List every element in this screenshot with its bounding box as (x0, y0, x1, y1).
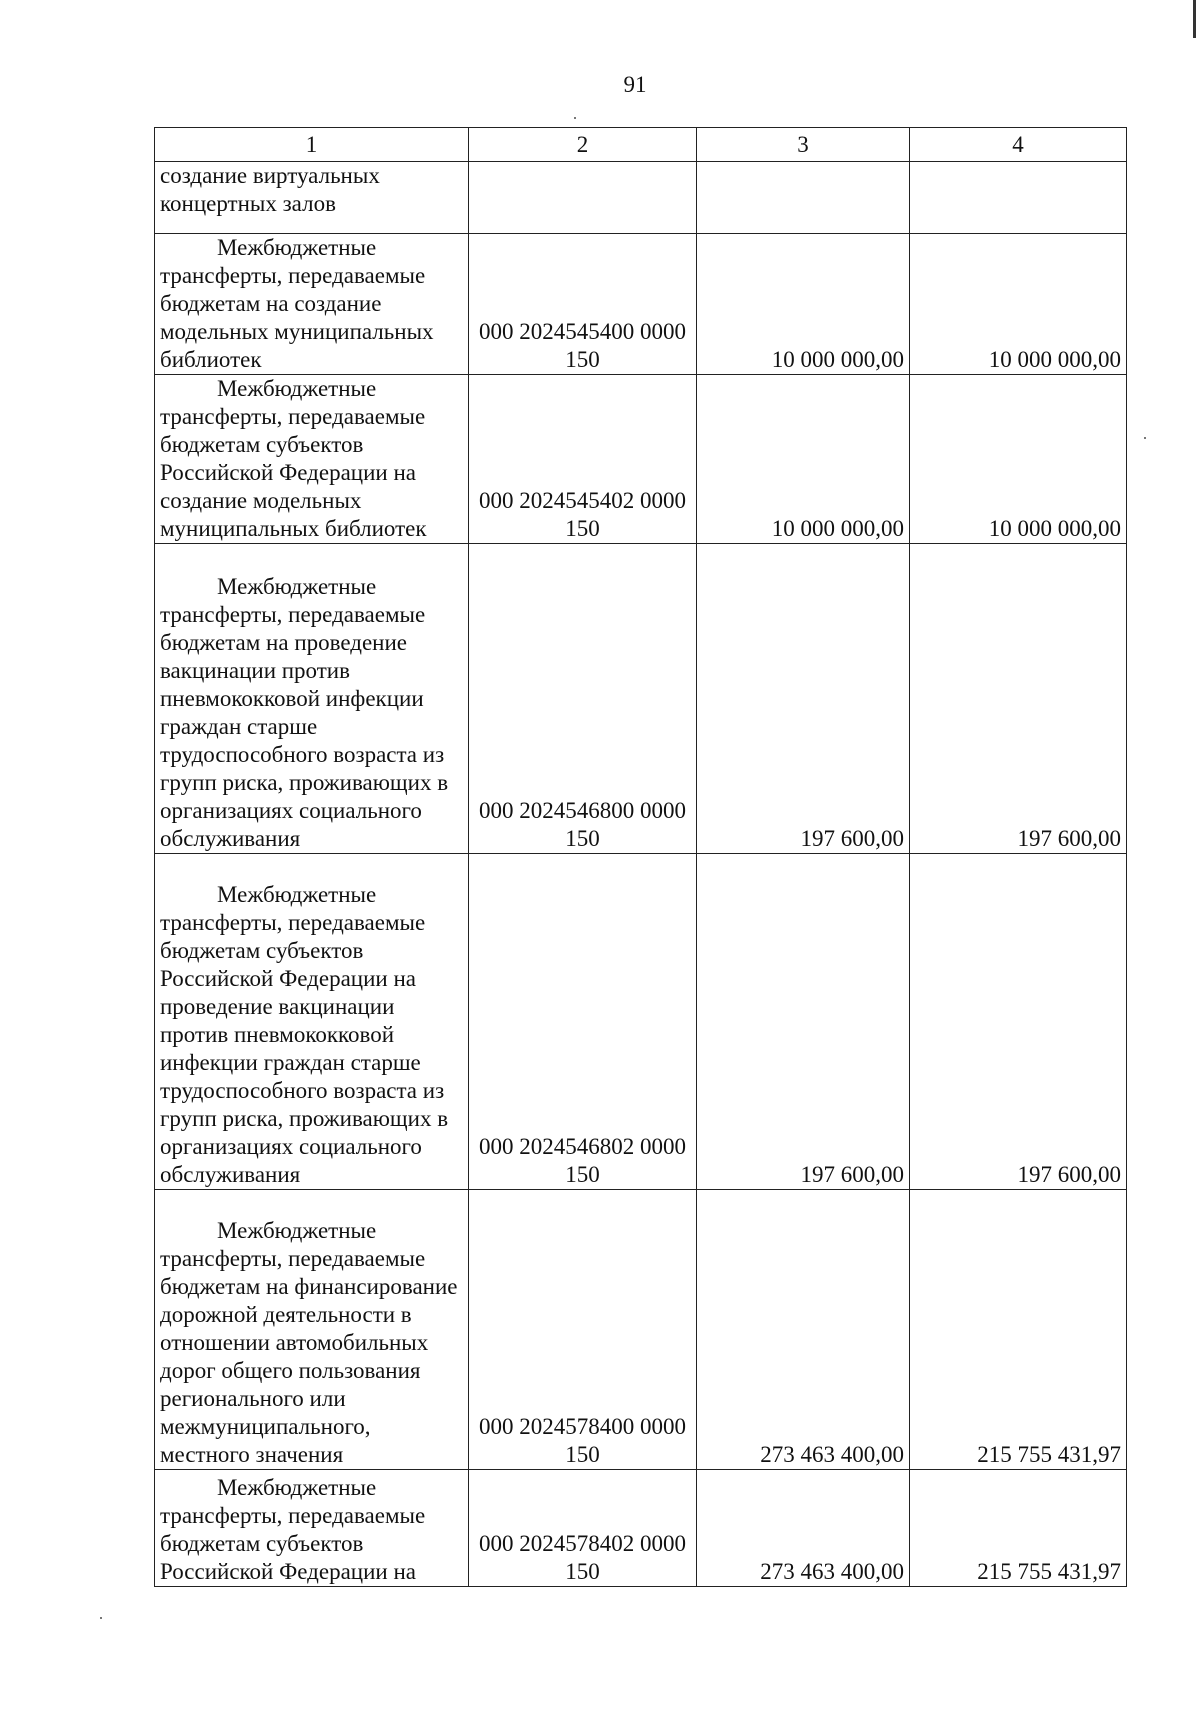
row-amount-col3: 273 463 400,00 (697, 1470, 910, 1587)
scan-edge-mark (1193, 0, 1196, 38)
row-description-text: трансферты, передаваемые бюджетам субъектов Российской Федерации на (160, 1503, 426, 1584)
row-amount-col3: 197 600,00 (697, 544, 910, 854)
row-description-text: трансферты, передаваемые бюджетам субъектов Российской Федерации на проведение вакцинации против пневмококковой инфекции граждан старше трудоспособного возраста из групп риска, проживающих в организациях социального обслуживания (160, 910, 449, 1187)
table-row (155, 1470, 1127, 1587)
table-row (155, 162, 1127, 234)
row-description (155, 234, 469, 375)
row-amount-col3: 197 600,00 (697, 854, 910, 1190)
row-description (155, 375, 469, 544)
row-code: 000 2024578400 0000 150 (469, 1190, 697, 1470)
table-row (155, 1190, 1127, 1470)
row-amount-col3: 10 000 000,00 (697, 375, 910, 544)
row-amount-col4: 215 755 431,97 (910, 1190, 1127, 1470)
page-number: 91 (623, 72, 647, 97)
table-row (155, 854, 1127, 1190)
row-description-lead: Межбюджетные (217, 1218, 377, 1243)
column-header: 2 (469, 128, 697, 162)
scan-speck (574, 117, 576, 119)
row-code: 000 2024546802 0000 150 (469, 854, 697, 1190)
row-description-text: трансферты, передаваемые бюджетам на создание модельных муниципальных библиотек (160, 263, 434, 372)
row-description-text: трансферты, передаваемые бюджетам субъектов Российской Федерации на создание модельных муниципальных библиотек (160, 404, 427, 541)
scan-speck (1144, 437, 1146, 439)
row-amount-col3: 10 000 000,00 (697, 234, 910, 375)
row-description-lead: Межбюджетные (217, 882, 377, 907)
row-description (155, 854, 469, 1190)
budget-table (154, 127, 1127, 1587)
row-amount-col4: 10 000 000,00 (910, 375, 1127, 544)
row-amount-col4: 10 000 000,00 (910, 234, 1127, 375)
row-description (155, 1470, 469, 1587)
row-description-text: трансферты, передаваемые бюджетам на финансирование дорожной деятельности в отношении автомобильных дорог общего пользования регионального или межмуниципального, местного значения (160, 1246, 458, 1467)
column-header: 3 (697, 128, 910, 162)
row-code (469, 162, 697, 234)
column-header: 4 (910, 128, 1127, 162)
row-amount-col4: 215 755 431,97 (910, 1470, 1127, 1587)
row-amount-col3: 273 463 400,00 (697, 1190, 910, 1470)
table-row (155, 234, 1127, 375)
column-header: 1 (155, 128, 469, 162)
row-code: 000 2024545400 0000 150 (469, 234, 697, 375)
row-description (155, 1190, 469, 1470)
row-amount-col3 (697, 162, 910, 234)
row-description-lead: Межбюджетные (217, 235, 377, 260)
row-code: 000 2024546800 0000 150 (469, 544, 697, 854)
row-code: 000 2024545402 0000 150 (469, 375, 697, 544)
row-amount-col4: 197 600,00 (910, 544, 1127, 854)
row-description-text: трансферты, передаваемые бюджетам на проведение вакцинации против пневмококковой инфекции граждан старше трудоспособного возраста из групп риска, проживающих в организациях социального обслуживания (160, 602, 449, 851)
row-description: создание виртуальных концертных залов (155, 162, 469, 234)
table-header-row (155, 128, 1127, 162)
row-description-lead: Межбюджетные (217, 376, 377, 401)
row-amount-col4 (910, 162, 1127, 234)
row-description-lead: Межбюджетные (217, 574, 377, 599)
table-row (155, 375, 1127, 544)
row-code: 000 2024578402 0000 150 (469, 1470, 697, 1587)
row-description (155, 544, 469, 854)
scan-speck (100, 1617, 102, 1619)
table-row (155, 544, 1127, 854)
row-description-lead: Межбюджетные (217, 1475, 377, 1500)
row-amount-col4: 197 600,00 (910, 854, 1127, 1190)
